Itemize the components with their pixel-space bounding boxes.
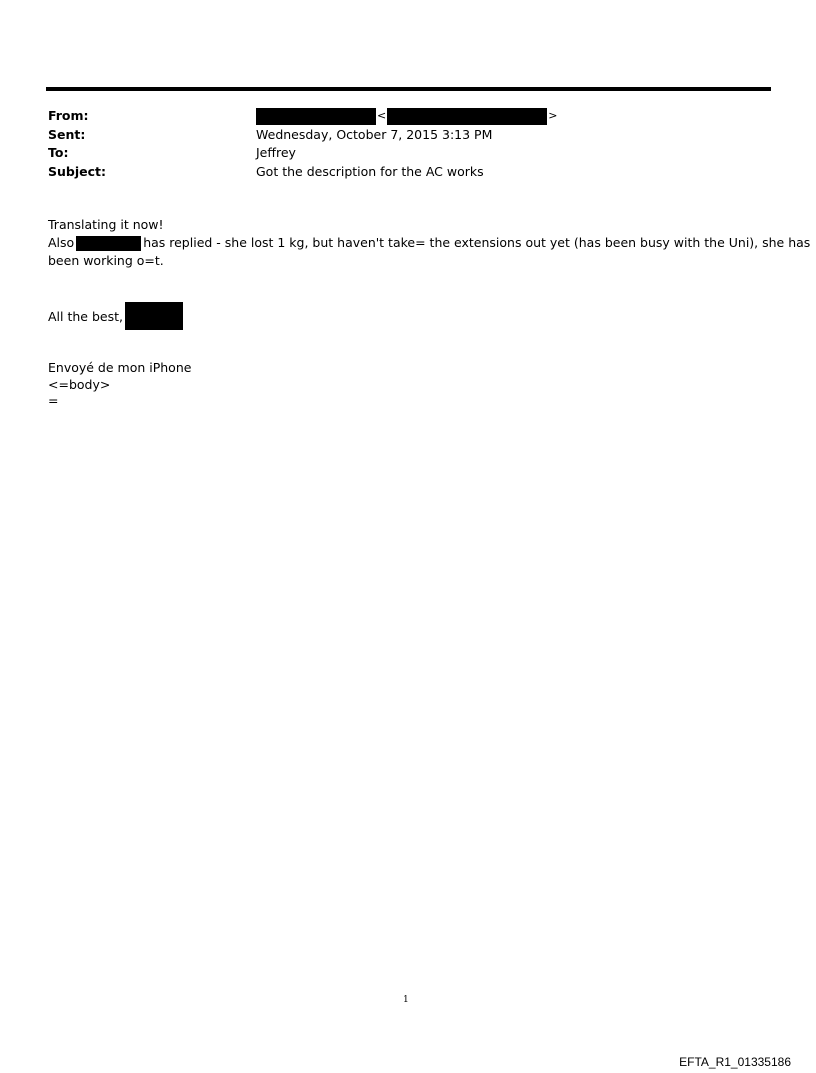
subject-label: Subject: [48, 163, 106, 179]
from-label: From: [48, 108, 89, 123]
body-line-1: Translating it now! [48, 217, 164, 232]
document-id: EFTA_R1_01335186 [679, 1055, 791, 1069]
email-open-bracket: < [377, 109, 387, 122]
footer-line-3: = [48, 393, 59, 408]
page-number: 1 [403, 995, 409, 1005]
body-line-2-prefix: Also [48, 235, 75, 250]
redacted-name [76, 236, 141, 251]
from-row [48, 107, 768, 126]
email-body [48, 216, 811, 270]
closing [48, 302, 183, 330]
redacted-signature [125, 302, 183, 330]
body-line-2-suffix: has replied - she lost 1 kg, but haven't take= the extensions out yet (has been busy with the Uni), she has [143, 235, 811, 250]
to-label: To: [48, 145, 69, 160]
redacted-sender-name [256, 108, 376, 125]
footer-line-1: Envoyé de mon iPhone [48, 360, 192, 375]
to-value: Jeffrey [256, 145, 296, 160]
body-line-2 [48, 234, 811, 252]
email-header [48, 107, 768, 181]
sent-label: Sent: [48, 126, 86, 142]
email-close-bracket: > [548, 109, 558, 122]
to-row [48, 144, 768, 163]
closing-text: All the best, [48, 309, 123, 324]
footer-line-2: <=body> [48, 376, 111, 392]
sent-value: Wednesday, October 7, 2015 3:13 PM [256, 126, 493, 142]
email-footer [48, 360, 191, 410]
subject-row [48, 163, 768, 182]
body-line-3: been working o=t. [48, 253, 164, 268]
header-rule [46, 87, 771, 91]
subject-value: Got the description for the AC works [256, 163, 484, 179]
redacted-sender-email [387, 108, 547, 125]
from-value [256, 107, 558, 126]
sent-row [48, 126, 768, 145]
